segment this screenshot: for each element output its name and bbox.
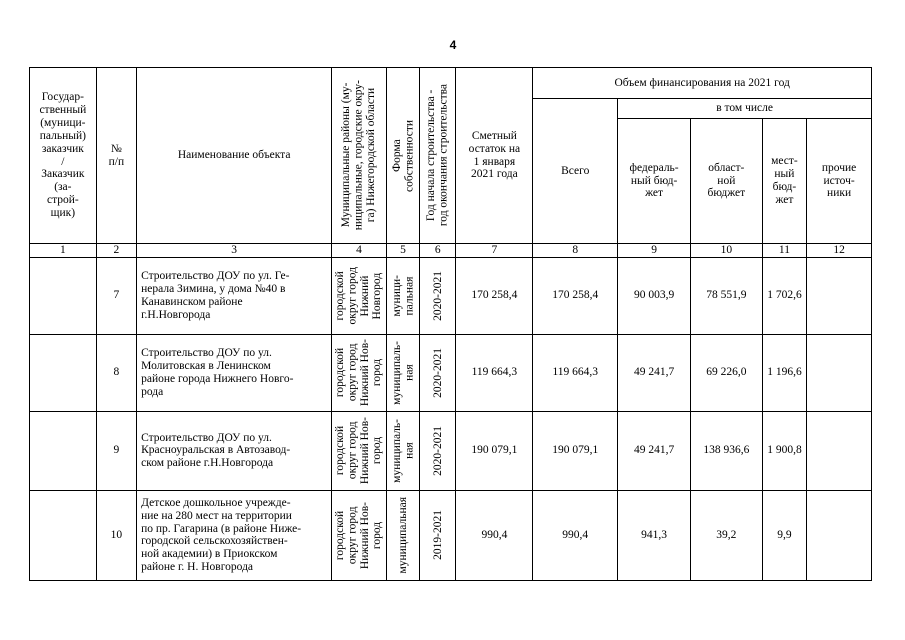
cell-years	[420, 334, 456, 411]
cell-other	[807, 257, 872, 334]
table-row	[30, 411, 872, 490]
column-number-row	[30, 244, 872, 258]
table-row	[30, 334, 872, 411]
column-number: 11	[762, 244, 806, 258]
cell-district-text: городской округ город Нижний Нов- город	[334, 339, 384, 407]
cell-remainder: 170 258,4	[456, 257, 533, 334]
cell-regional: 78 551,9	[690, 257, 762, 334]
column-number: 4	[332, 244, 387, 258]
cell-local: 1 900,8	[762, 411, 806, 490]
cell-remainder: 119 664,3	[456, 334, 533, 411]
cell-local: 9,9	[762, 490, 806, 580]
cell-object-name: Строительство ДОУ по ул. Молитовская в Ленинском районе города Нижнего Новго- рода	[137, 334, 332, 411]
column-number: 9	[618, 244, 691, 258]
header-years-text: Год начала строительства - год окончания строительства	[425, 84, 450, 227]
header-ownership	[386, 68, 419, 244]
page-number: 4	[449, 38, 457, 52]
cell-other	[807, 490, 872, 580]
column-number: 6	[420, 244, 456, 258]
header-object-name: Наименование объекта	[137, 68, 332, 244]
cell-district-text: городской округ город Нижний Новгород	[334, 267, 384, 325]
cell-years-text: 2020-2021	[431, 425, 444, 476]
cell-object-name: Строительство ДОУ по ул. Красноуральская в Автозавод- ском районе г.Н.Новгорода	[137, 411, 332, 490]
cell-district	[332, 257, 387, 334]
cell-district-text: городской округ город Нижний Нов- город	[334, 501, 384, 569]
cell-regional: 69 226,0	[690, 334, 762, 411]
cell-years	[420, 490, 456, 580]
cell-ownership-text: муници- пальная	[390, 275, 415, 317]
cell-ownership	[386, 490, 419, 580]
cell-object-name: Строительство ДОУ по ул. Ге- нерала Зимина, у дома №40 в Канавинском районе г.Н.Новгорода	[137, 257, 332, 334]
cell-other	[807, 411, 872, 490]
cell-customer	[30, 257, 97, 334]
column-number: 12	[807, 244, 872, 258]
header-estimate-remainder: Сметный остаток на 1 января 2021 года	[456, 68, 533, 244]
cell-ownership-text: муниципальная	[396, 497, 409, 574]
cell-total: 190 079,1	[533, 411, 618, 490]
cell-district-text: городской округ город Нижний Нов- город	[334, 417, 384, 485]
cell-ownership	[386, 411, 419, 490]
cell-years	[420, 411, 456, 490]
cell-federal: 90 003,9	[618, 257, 691, 334]
investment-program-table	[29, 67, 872, 581]
cell-local: 1 702,6	[762, 257, 806, 334]
cell-years	[420, 257, 456, 334]
header-federal: федераль- ный бюд- жет	[618, 119, 691, 244]
cell-years-text: 2020-2021	[431, 347, 444, 398]
cell-years-text: 2020-2021	[431, 270, 444, 321]
cell-regional: 39,2	[690, 490, 762, 580]
cell-regional: 138 936,6	[690, 411, 762, 490]
header-total: Всего	[533, 99, 618, 244]
cell-district	[332, 490, 387, 580]
cell-other	[807, 334, 872, 411]
column-number: 10	[690, 244, 762, 258]
column-number: 2	[96, 244, 136, 258]
cell-federal: 49 241,7	[618, 411, 691, 490]
cell-total: 119 664,3	[533, 334, 618, 411]
cell-customer	[30, 490, 97, 580]
header-years	[420, 68, 456, 244]
header-regional: област- ной бюджет	[690, 119, 762, 244]
cell-customer	[30, 334, 97, 411]
header-funding: Объем финансирования на 2021 год	[533, 68, 872, 99]
cell-federal: 49 241,7	[618, 334, 691, 411]
cell-number: 8	[96, 334, 136, 411]
cell-local: 1 196,6	[762, 334, 806, 411]
cell-number: 7	[96, 257, 136, 334]
header-district	[332, 68, 387, 244]
cell-remainder: 990,4	[456, 490, 533, 580]
column-number: 1	[30, 244, 97, 258]
cell-ownership-text: муниципаль- ная	[390, 418, 415, 483]
header-number: № п/п	[96, 68, 136, 244]
column-number: 7	[456, 244, 533, 258]
header-other: прочие источ- ники	[807, 119, 872, 244]
header-local: мест- ный бюд- жет	[762, 119, 806, 244]
cell-customer	[30, 411, 97, 490]
cell-object-name: Детское дошкольное учрежде- ние на 280 мест на территории по пр. Гагарина (в районе Ниже- городской сельскохозяйствен- ной академии) в Приокском районе г. Н. Новгорода	[137, 490, 332, 580]
header-including: в том числе	[618, 99, 872, 119]
cell-ownership-text: муниципаль- ная	[390, 340, 415, 405]
cell-ownership	[386, 257, 419, 334]
header-district-text: Муниципальные районы (му- ниципальные, городские окру- га) Нижегородской области	[340, 80, 378, 231]
cell-ownership	[386, 334, 419, 411]
cell-number: 10	[96, 490, 136, 580]
cell-district	[332, 411, 387, 490]
cell-number: 9	[96, 411, 136, 490]
header-customer: Государ- ственный (муници- пальный) заказчик / Заказчик (за- строй- щик)	[30, 68, 97, 244]
cell-federal: 941,3	[618, 490, 691, 580]
cell-total: 990,4	[533, 490, 618, 580]
header-ownership-text: Форма собственности	[390, 119, 415, 192]
column-number: 8	[533, 244, 618, 258]
cell-district	[332, 334, 387, 411]
cell-remainder: 190 079,1	[456, 411, 533, 490]
table-row	[30, 490, 872, 580]
cell-years-text: 2019-2021	[431, 510, 444, 561]
cell-total: 170 258,4	[533, 257, 618, 334]
table-row	[30, 257, 872, 334]
column-number: 3	[137, 244, 332, 258]
column-number: 5	[386, 244, 419, 258]
